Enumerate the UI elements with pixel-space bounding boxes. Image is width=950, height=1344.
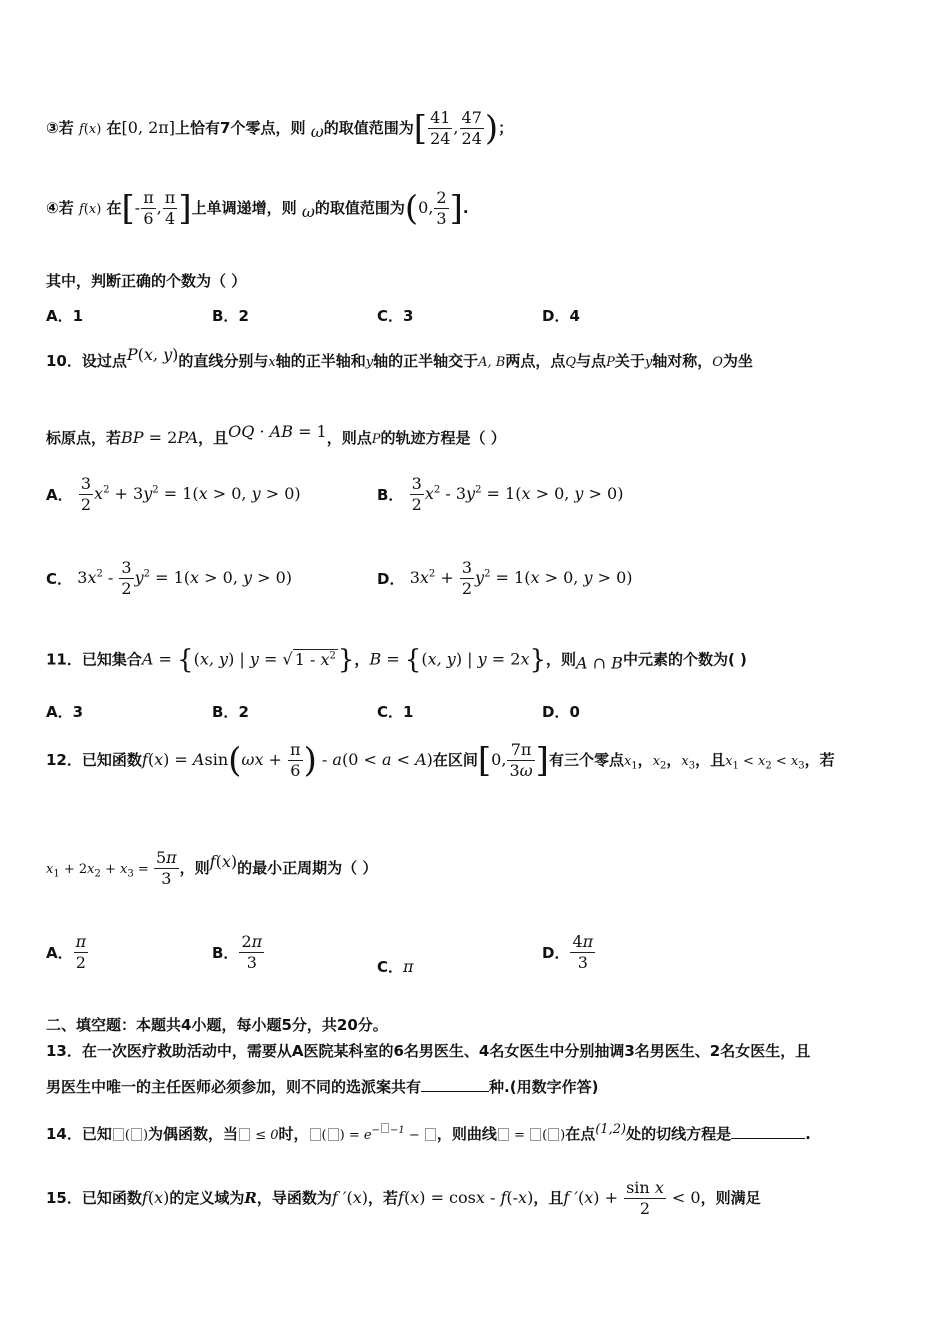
q11-stem: 11．已知集合A = {(x, y) | y = √ $1 - x^2$}，B = {(x, y) | y = 2x}，则A ∩ B中元素的个数为( ) — [46, 645, 747, 675]
placeholder-box-icon — [239, 1128, 250, 1141]
q11-option-c[interactable]: C．1 — [377, 703, 414, 721]
item-3: ③若 f(x) 在[0, 2π]上恰有7个零点，则 ω的取值范围为[ $\frac{41}{24}$ , $\frac{47}{24}$ )； — [46, 108, 514, 149]
q14-stem: 14．已知 ( )为偶函数，当 ≤ 0时， ( ) = e− $^{-1}$ − ，则曲线 = ( )在点(1,2)处的切线方程是 . — [46, 1122, 811, 1143]
q12-stem-line1: 12．已知函数f(x) = Asin(ωx + $\frac{\pi}{6}$ ) - a(0 < a < A)在区间[0, $\frac{7\pi}{3\omega}$ ]有三个零点$x_1$，$x_2$，$x_3$，且$x_1 < x_2 < x_3$，若 — [46, 740, 835, 781]
q10-stem-line2: 标原点，若BP = 2PA，且OQ · AB = 1，则点P的轨迹方程是（ ） — [46, 422, 506, 447]
placeholder-box-icon — [113, 1128, 124, 1141]
q9-option-d[interactable]: D．4 — [542, 307, 580, 325]
q12-option-c[interactable]: C．π — [377, 957, 414, 976]
placeholder-box-icon — [498, 1128, 509, 1141]
circle-number: ③ — [46, 119, 59, 137]
q10-option-a[interactable]: A． $\frac{3}{2}$ $x^2 + 3y^2 = 1(x > 0$, y > 0) — [46, 474, 301, 514]
item-4: ④若 f(x) 在[- $\frac{\pi}{6}$ , $\frac{\pi}{4}$ ]上单调递增，则 ω的取值范围为(0, $\frac{2}{3}$ ]. — [46, 188, 469, 229]
q13-line1: 13．在一次医疗救助活动中，需要从A医院某科室的6名男医生、4名女医生中分别抽调3名男医生、2名女医生，且 — [46, 1042, 811, 1060]
q9-option-b[interactable]: B．2 — [212, 307, 249, 325]
placeholder-box-icon — [381, 1123, 389, 1133]
placeholder-box-icon — [425, 1128, 436, 1141]
placeholder-box-icon — [530, 1128, 541, 1141]
q10-stem-line1: 10．设过点P(x, y)的直线分别与x轴的正半轴和y轴的正半轴交于A, B两点，点Q与点P关于y轴对称，O为坐 — [46, 345, 753, 370]
q12-option-d[interactable]: D． $\frac{4\pi}{3}$ — [542, 932, 594, 972]
section-2-heading: 二、填空题：本题共4小题，每小题5分，共20分。 — [46, 1016, 388, 1034]
q14-answer-blank[interactable] — [731, 1124, 805, 1139]
placeholder-box-icon — [131, 1128, 142, 1141]
q15-stem: 15．已知函数f(x)的定义域为R，导函数为f ′(x)，若f(x) = cosx - f(-x)，且f ′(x) + $\frac{\text{sin x}}{2}$ < 0，则满足 — [46, 1178, 761, 1218]
placeholder-box-icon — [310, 1128, 321, 1141]
q10-option-d[interactable]: D． $3x^2$ + $\frac{3}{2}$ $y^2 = 1(x > 0$, y > 0) — [377, 558, 633, 598]
q12-stem-line2: $x_1 + 2x_2 + x_3$ = $\frac{5\pi}{3}$ ，则f(x)的最小正周期为（ ） — [46, 848, 378, 888]
q12-option-b[interactable]: B． $\frac{2\pi}{3}$ — [212, 932, 263, 972]
q10-option-c[interactable]: C． $3x^2$ - $\frac{3}{2}$ $y^2 = 1(x > 0$, y > 0) — [46, 558, 293, 598]
q13-answer-blank[interactable] — [421, 1077, 489, 1092]
placeholder-box-icon — [548, 1128, 559, 1141]
q12-option-a[interactable]: A． $\frac{\pi}{2}$ — [46, 932, 87, 972]
q11-option-a[interactable]: A．3 — [46, 703, 84, 721]
placeholder-box-icon — [328, 1128, 339, 1141]
q10-option-b[interactable]: B． $\frac{3}{2}$ $x^2 - 3y^2 = 1(x > 0$, y > 0) — [377, 474, 624, 514]
q11-option-d[interactable]: D．0 — [542, 703, 580, 721]
q9-option-c[interactable]: C．3 — [377, 307, 414, 325]
q13-line2: 男医生中唯一的主任医师必须参加，则不同的选派案共有 种.(用数字作答) — [46, 1078, 599, 1096]
q9-option-a[interactable]: A．1 — [46, 307, 84, 325]
circle-number: ④ — [46, 199, 59, 217]
q11-option-b[interactable]: B．2 — [212, 703, 249, 721]
q9-stem: 其中，判断正确的个数为（ ） — [46, 272, 247, 290]
